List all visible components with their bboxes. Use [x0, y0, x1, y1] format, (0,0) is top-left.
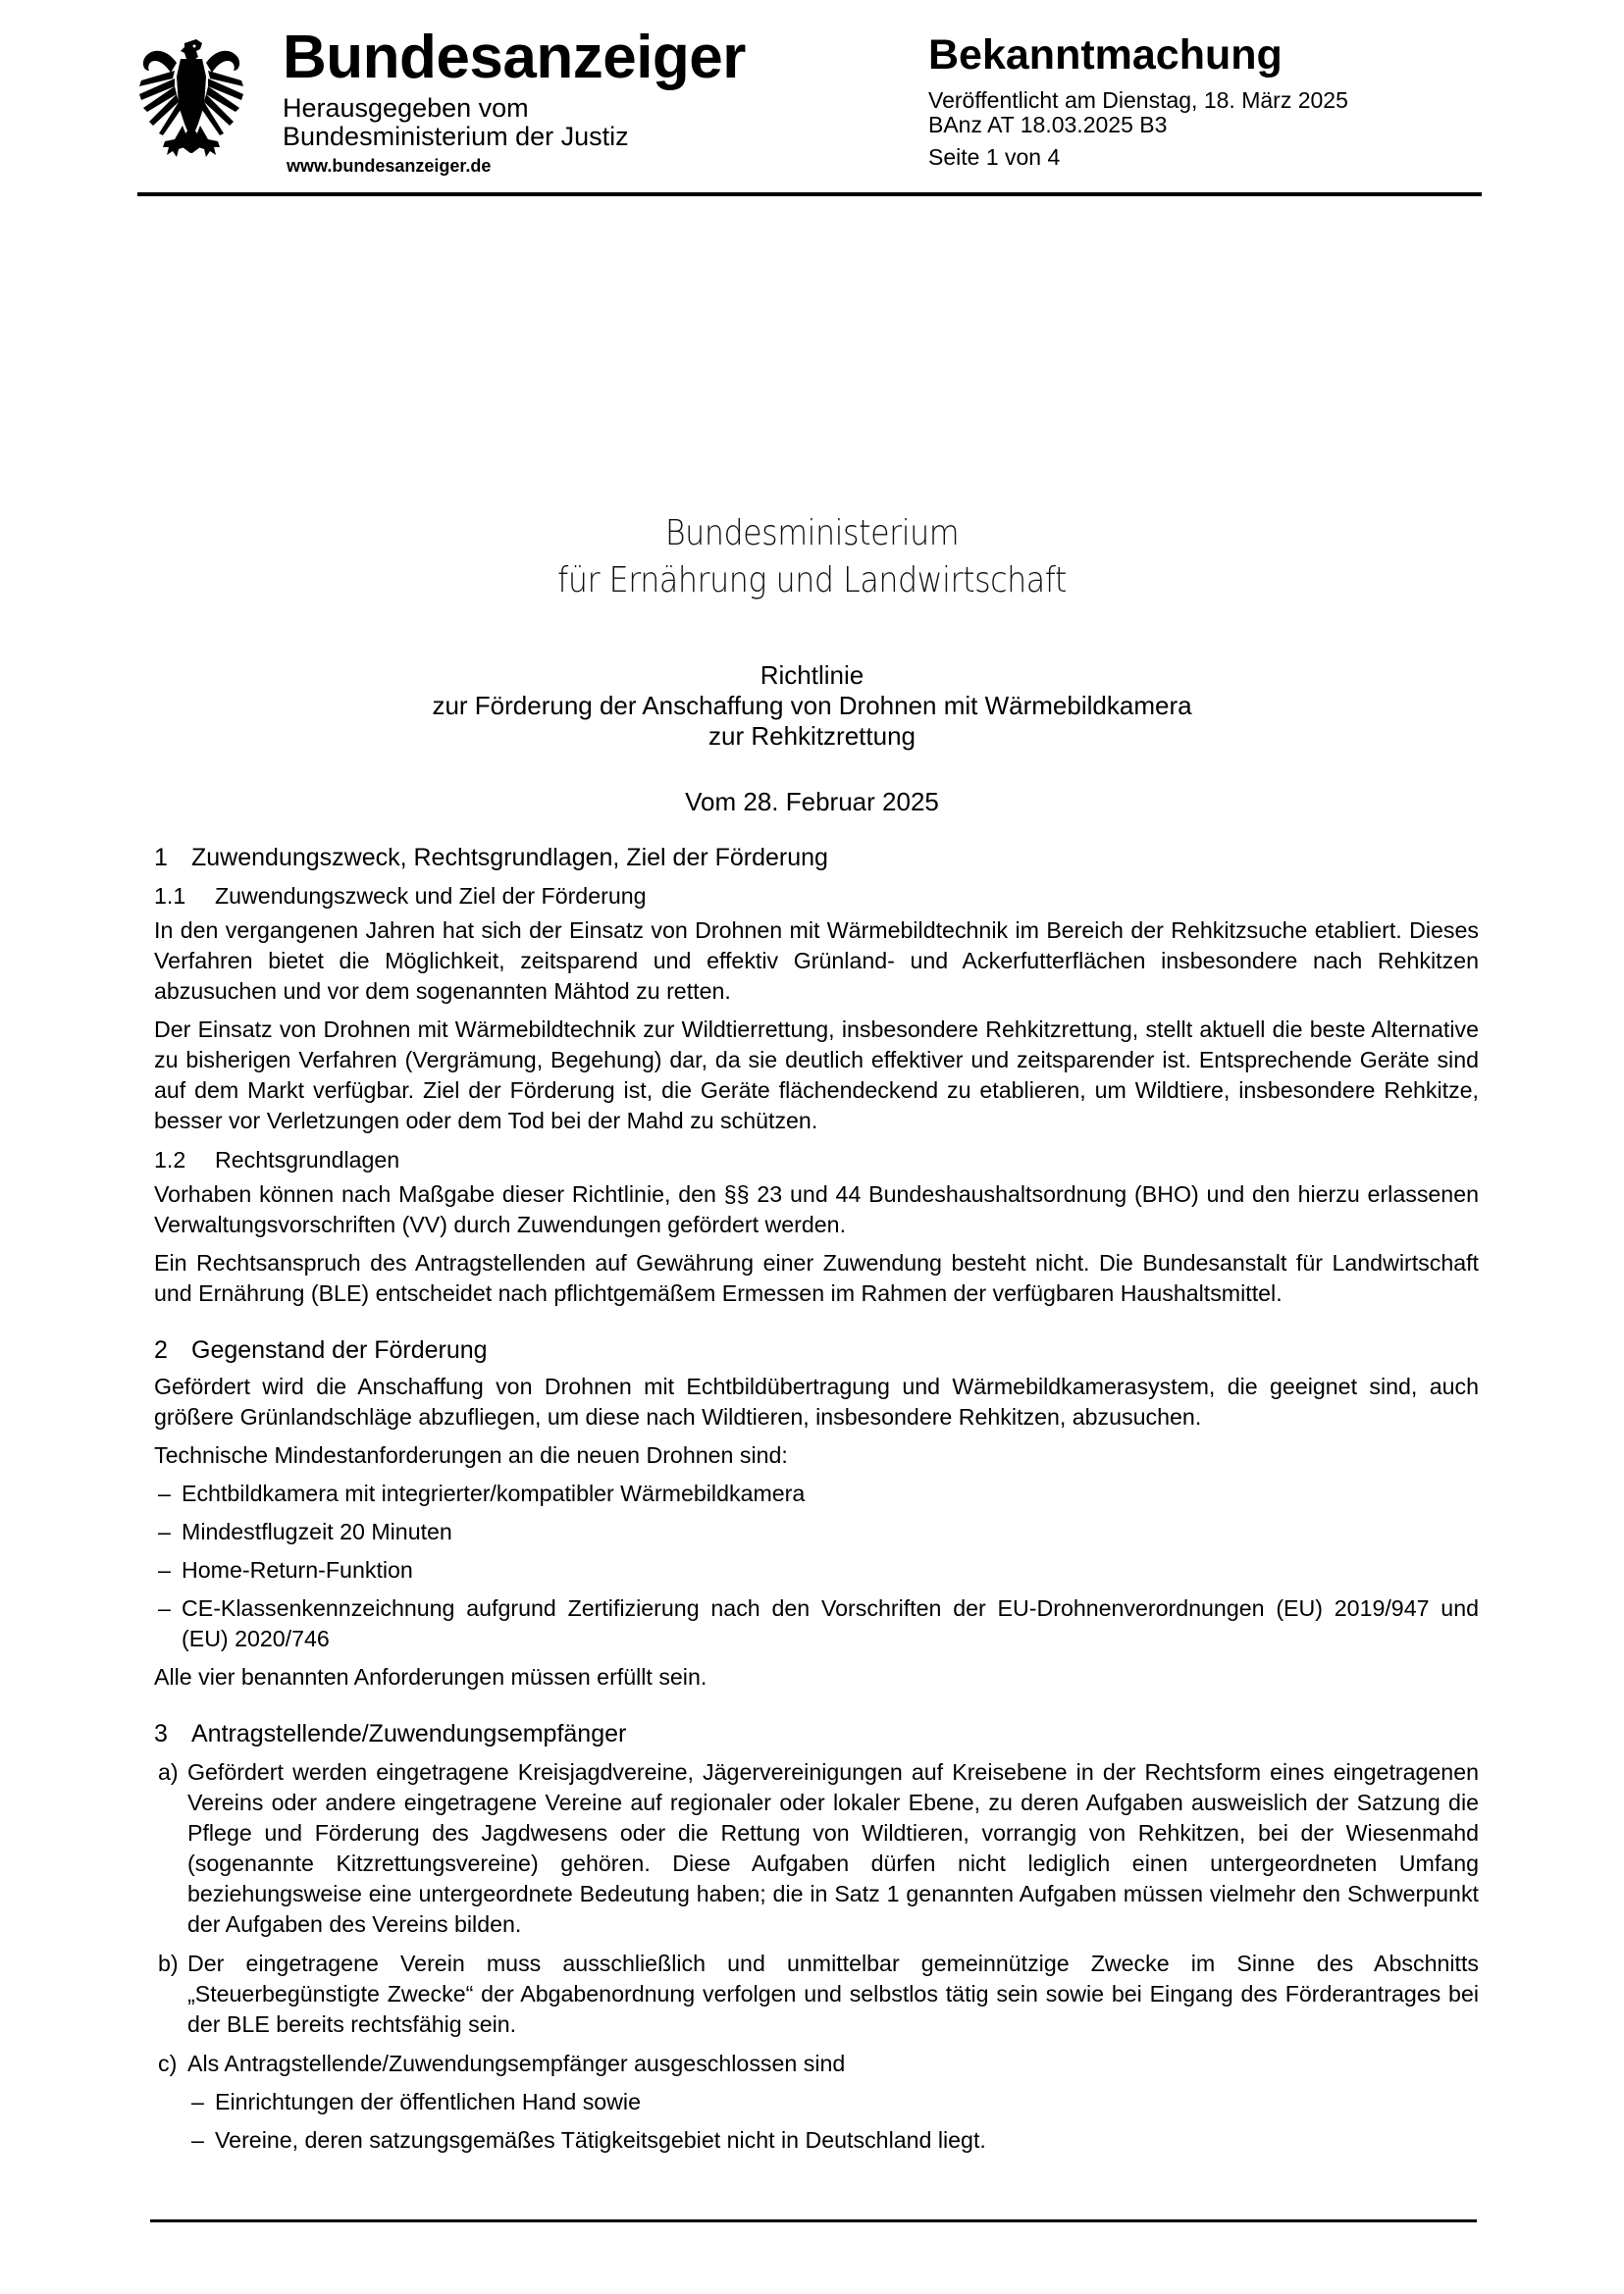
- announcement-info: [928, 31, 1348, 170]
- section-1-heading: [154, 842, 1479, 873]
- ministry-line-2: für Ernährung und Landwirtschaft: [557, 560, 1067, 600]
- paragraph: Gefördert wird die Anschaffung von Drohnen mit Echtbildübertragung und Wärmebildkamerasystem, die geeignet sind, auch größere Grünlandschläge abzufliegen, um diese nach Wildtieren, insbesondere Rehkitzen, abzusuchen.: [154, 1374, 1479, 1430]
- section-title: Zuwendungszweck und Ziel der Förderung: [215, 883, 647, 909]
- publisher-line-2: Bundesministerium der Justiz: [283, 122, 629, 151]
- list-item: – Echtbildkamera mit integrierter/kompatibler Wärmebildkamera: [154, 1479, 1479, 1509]
- paragraph: Der Einsatz von Drohnen mit Wärmebildtechnik zur Wildtierrettung, insbesondere Rehkitzrettung, stellt aktuell die beste Alternative zu bisherigen Verfahren (Vergrämung, Begehung) dar, da sie deutlich effektiver und zeitsparender ist. Entsprechende Geräte sind auf dem Markt verfügbar. Ziel der Förderung ist, die Geräte flächendeckend zu etablieren, um Wildtiere, insbesondere Rehkitze, besser vor Verletzungen oder dem Tod bei der Mahd zu schützen.: [154, 1017, 1479, 1133]
- section-3-heading: [154, 1718, 1479, 1749]
- title-line-2: zur Förderung der Anschaffung von Drohnen mit Wärmebildkamera: [432, 691, 1192, 720]
- section-number: 1: [154, 844, 168, 871]
- eligibility-list: [154, 1757, 1479, 2156]
- doc-type-title: Bekanntmachung: [928, 31, 1283, 78]
- dash-marker: –: [158, 1519, 171, 1544]
- list-item: b) Der eingetragene Verein muss ausschließlich und unmittelbar gemeinnützige Zwecke im Sinne des Abschnitts „Steuerbegünstigte Zwecke“ der Abgabenordnung verfolgen und selbstlos tätig sein sowie bei Eingang des Förderantrages bei der BLE bereits rechtsfähig sein.: [158, 1951, 1479, 2037]
- section-number: 2: [154, 1336, 168, 1364]
- section-2-heading: [154, 1334, 1479, 1366]
- list-item: – Einrichtungen der öffentlichen Hand sowie: [187, 2087, 1479, 2117]
- section-number: 1.1: [154, 883, 186, 909]
- publisher-line-1: Herausgegeben vom: [283, 93, 529, 123]
- document-body: [154, 842, 1479, 2164]
- paragraph: Vorhaben können nach Maßgabe dieser Richtlinie, den §§ 23 und 44 Bundeshaushaltsordnung (BHO) und den hierzu erlassenen Verwaltungsvorschriften (VV) durch Zuwendungen gefördert werden.: [154, 1181, 1479, 1237]
- exclusions-list: [187, 2087, 1479, 2156]
- footer-divider: [150, 2219, 1477, 2222]
- title-line-3: zur Rehkitzrettung: [708, 721, 916, 751]
- page-indicator: Seite 1 von 4: [928, 144, 1061, 170]
- requirements-list: [154, 1479, 1479, 1654]
- dash-marker: –: [191, 2089, 204, 2114]
- list-item: – Vereine, deren satzungsgemäßes Tätigkeitsgebiet nicht in Deutschland liegt.: [187, 2125, 1479, 2156]
- dash-marker: –: [158, 1595, 171, 1621]
- list-item: – Home-Return-Funktion: [154, 1555, 1479, 1586]
- dash-marker: –: [191, 2127, 204, 2153]
- section-number: 1.2: [154, 1147, 186, 1173]
- document-date: Vom 28. Februar 2025: [685, 787, 939, 816]
- document-title: [0, 660, 1624, 752]
- masthead: [283, 24, 746, 177]
- section-title: Zuwendungszweck, Rechtsgrundlagen, Ziel der Förderung: [191, 844, 828, 871]
- reference-number: BAnz AT 18.03.2025 B3: [928, 112, 1168, 137]
- dash-marker: –: [158, 1481, 171, 1506]
- website-link[interactable]: www.bundesanzeiger.de: [287, 156, 492, 176]
- paragraph: Ein Rechtsanspruch des Antragstellenden auf Gewährung einer Zuwendung besteht nicht. Die Bundesanstalt für Landwirtschaft und Ernährung (BLE) entscheidet nach pflichtgemäßem Ermessen im Rahmen der verfügbaren Haushaltsmittel.: [154, 1250, 1479, 1306]
- paragraph: Alle vier benannten Anforderungen müssen erfüllt sein.: [154, 1664, 707, 1690]
- item-marker: c): [158, 2051, 178, 2076]
- section-number: 3: [154, 1720, 168, 1747]
- list-item: c) Als Antragstellende/Zuwendungsempfänger ausgeschlossen sind – Einrichtungen der öffentlichen Hand sowie – Vereine, deren satzungsgemäßes Tätigkeitsgebiet nicht in Deutschland liegt.: [154, 2049, 1479, 2156]
- section-title: Antragstellende/Zuwendungsempfänger: [191, 1720, 627, 1747]
- list-item: a) Gefördert werden eingetragene Kreisjagdvereine, Jägervereinigungen auf Kreisebene in der Rechtsform eines eingetragenen Vereins oder andere eingetragene Vereine auf regionaler oder lokaler Ebene, zu deren Aufgaben ausweislich der Satzung die Pflege und Förderung des Jagdwesens oder die Rettung von Wildtieren, vorrangig von Rehkitzen, bei der Wiesenmahd (sogenannte Kitzrettungsvereine) gehören. Diese Aufgaben dürfen nicht lediglich einen untergeordneten Umfang beziehungsweise eine untergeordnete Bedeutung haben; die in Satz 1 genannten Aufgaben müssen vielmehr den Schwerpunkt der Aufgaben des Vereins bilden.: [158, 1759, 1479, 1937]
- federal-eagle-icon: [137, 37, 245, 160]
- section-1-1-heading: [154, 880, 1479, 912]
- paragraph: In den vergangenen Jahren hat sich der Einsatz von Drohnen mit Wärmebildtechnik im Bereich der Rehkitzsuche etabliert. Dieses Verfahren bietet die Möglichkeit, zeitsparend und effektiv Grünland- und Ackerfutterflächen insbesondere nach Rehkitzen abzusuchen und vor dem sogenannten Mähtod zu retten.: [154, 917, 1479, 1004]
- brand-name: Bundesanzeiger: [283, 24, 746, 91]
- dash-marker: –: [158, 1557, 171, 1583]
- list-item: – Mindestflugzeit 20 Minuten: [154, 1517, 1479, 1547]
- ministry-name: [97, 510, 1526, 604]
- header-divider: [137, 192, 1482, 196]
- section-title: Rechtsgrundlagen: [215, 1147, 400, 1173]
- item-marker: a): [158, 1759, 179, 1785]
- published-date: Veröffentlicht am Dienstag, 18. März 2025: [928, 87, 1348, 113]
- title-line-1: Richtlinie: [760, 660, 864, 690]
- list-item: – CE-Klassenkennzeichnung aufgrund Zertifizierung nach den Vorschriften der EU-Drohnenverordnungen (EU) 2019/947 und (EU) 2020/746: [158, 1595, 1479, 1651]
- ministry-line-1: Bundesministerium: [664, 513, 960, 553]
- page-header: [137, 24, 1482, 196]
- paragraph: Technische Mindestanforderungen an die neuen Drohnen sind:: [154, 1442, 788, 1468]
- item-marker: b): [158, 1951, 179, 1976]
- section-title: Gegenstand der Förderung: [191, 1336, 488, 1364]
- section-1-2-heading: [154, 1144, 1479, 1175]
